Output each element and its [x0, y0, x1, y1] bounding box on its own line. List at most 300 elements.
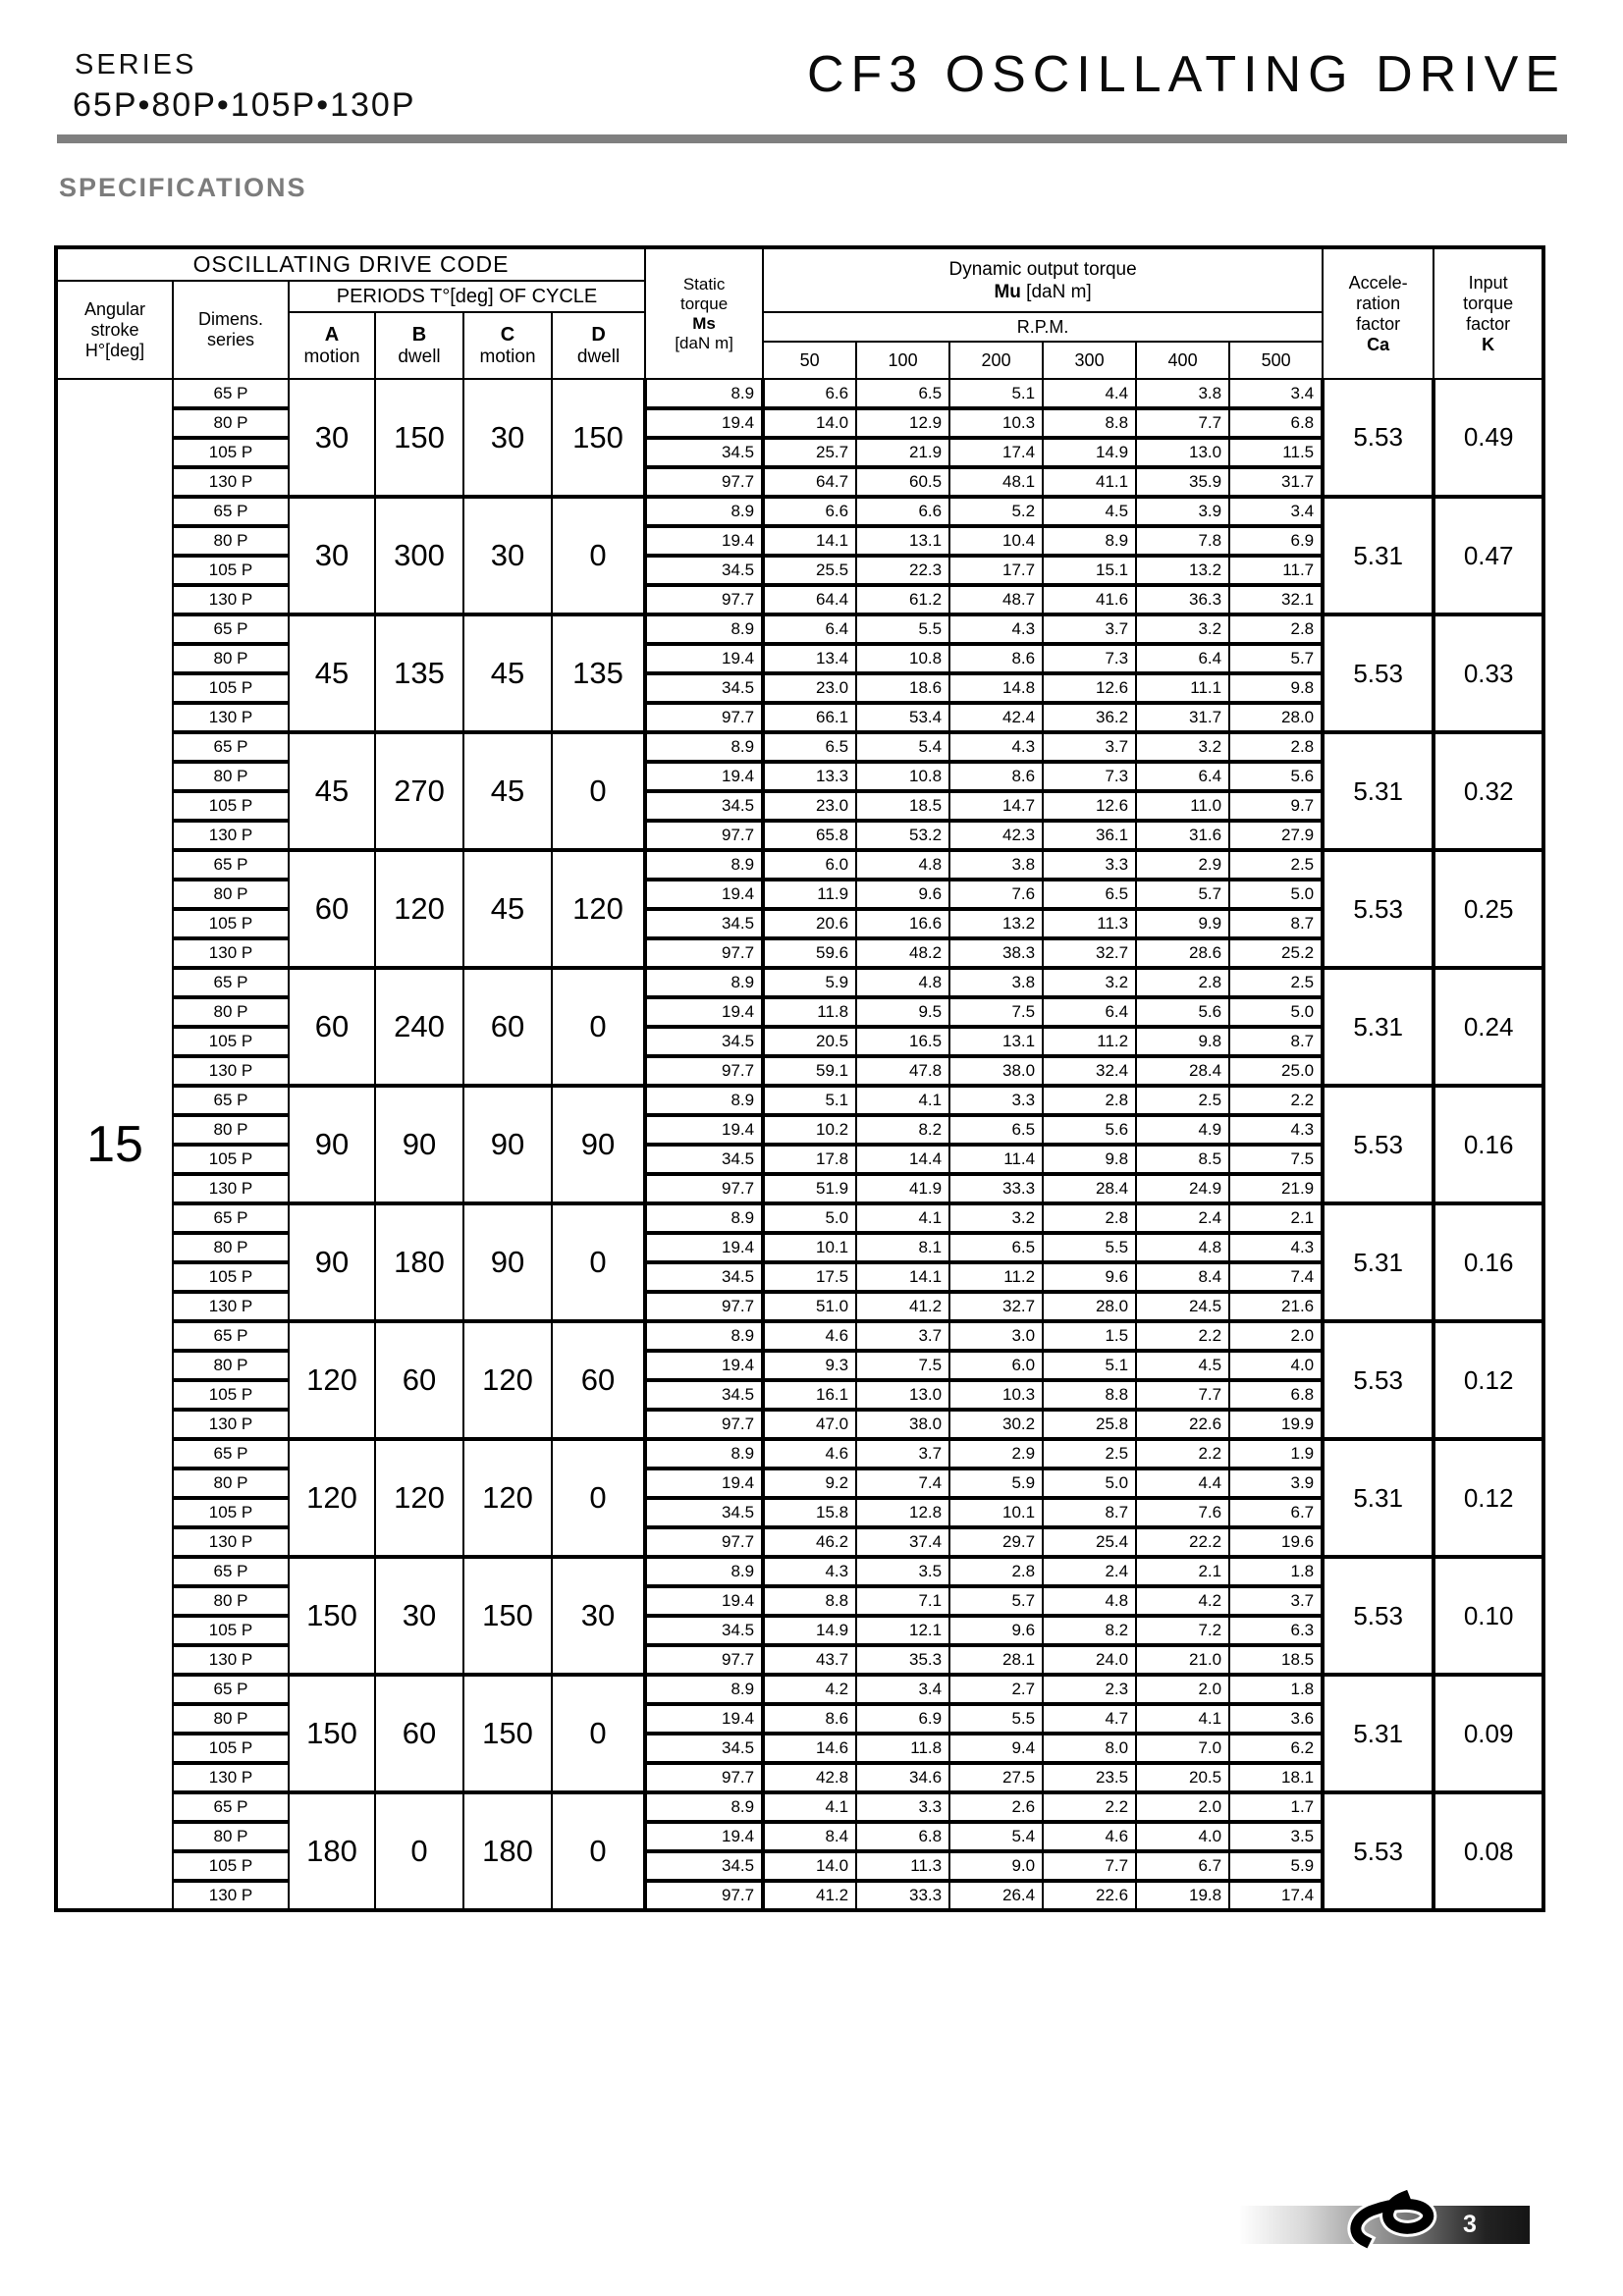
- spec-row: [56, 1851, 1543, 1881]
- dynamic-torque-value-cell: 3.5: [856, 1557, 949, 1586]
- dynamic-torque-value-cell: 11.0: [1136, 791, 1229, 821]
- input-torque-factor-value-cell: 0.24: [1434, 968, 1543, 1086]
- static-torque-value-cell: 19.4: [645, 1468, 763, 1498]
- dynamic-torque-value-cell: 9.8: [1229, 673, 1323, 703]
- static-torque-value-cell: 97.7: [645, 1174, 763, 1203]
- acceleration-factor-value-cell: 5.53: [1323, 850, 1434, 968]
- period-a-value-cell: 45: [289, 732, 375, 850]
- dynamic-torque-value-cell: 7.3: [1043, 644, 1136, 673]
- period-c-value-cell: 120: [463, 1439, 552, 1557]
- dynamic-torque-value-cell: 6.9: [856, 1704, 949, 1734]
- period-c-value-cell: 30: [463, 497, 552, 614]
- acceleration-factor-value-cell: 5.31: [1323, 968, 1434, 1086]
- static-torque-value-cell: 19.4: [645, 1586, 763, 1616]
- dynamic-torque-value-cell: 5.6: [1043, 1115, 1136, 1145]
- period-a-value-cell: 90: [289, 1203, 375, 1321]
- dynamic-torque-value-cell: 38.0: [856, 1410, 949, 1439]
- static-torque-value-cell: 34.5: [645, 438, 763, 467]
- series-label-cell: 80 P: [173, 1704, 289, 1734]
- dynamic-torque-value-cell: 3.2: [1136, 732, 1229, 762]
- static-torque-value-cell: 97.7: [645, 1410, 763, 1439]
- spec-table-header: [56, 247, 1543, 379]
- dynamic-torque-value-cell: 37.4: [856, 1527, 949, 1557]
- static-torque-value-cell: 8.9: [645, 968, 763, 997]
- dynamic-torque-value-cell: 3.9: [1136, 497, 1229, 526]
- spec-row: [56, 1115, 1543, 1145]
- dynamic-torque-value-cell: 5.7: [949, 1586, 1043, 1616]
- dynamic-torque-value-cell: 26.4: [949, 1881, 1043, 1910]
- static-torque-value-cell: 19.4: [645, 408, 763, 438]
- static-torque-value-cell: 8.9: [645, 1792, 763, 1822]
- periods-header: PERIODS T°[deg] OF CYCLE: [289, 281, 645, 312]
- static-torque-value-cell: 19.4: [645, 880, 763, 909]
- dynamic-torque-value-cell: 3.2: [1043, 968, 1136, 997]
- dynamic-torque-value-cell: 25.0: [1229, 1056, 1323, 1086]
- dynamic-torque-value-cell: 5.5: [856, 614, 949, 644]
- dynamic-torque-value-cell: 5.1: [763, 1086, 856, 1115]
- series-label-cell: 80 P: [173, 1351, 289, 1380]
- rpm-200-header: 200: [949, 342, 1043, 379]
- dynamic-torque-value-cell: 27.9: [1229, 821, 1323, 850]
- dynamic-torque-value-cell: 6.7: [1229, 1498, 1323, 1527]
- spec-row: [56, 938, 1543, 968]
- dynamic-torque-value-cell: 41.6: [1043, 585, 1136, 614]
- dynamic-torque-value-cell: 14.7: [949, 791, 1043, 821]
- dynamic-torque-value-cell: 7.7: [1136, 408, 1229, 438]
- dynamic-torque-value-cell: 6.5: [763, 732, 856, 762]
- series-label-cell: 80 P: [173, 1586, 289, 1616]
- dynamic-torque-value-cell: 53.2: [856, 821, 949, 850]
- dynamic-torque-value-cell: 8.7: [1229, 909, 1323, 938]
- static-torque-value-cell: 19.4: [645, 1233, 763, 1262]
- dynamic-torque-value-cell: 17.8: [763, 1145, 856, 1174]
- dynamic-torque-value-cell: 7.6: [949, 880, 1043, 909]
- static-torque-value-cell: 34.5: [645, 1734, 763, 1763]
- series-label-cell: 65 P: [173, 1203, 289, 1233]
- dynamic-torque-value-cell: 6.5: [856, 379, 949, 408]
- dynamic-torque-value-cell: 4.6: [1043, 1822, 1136, 1851]
- dynamic-torque-value-cell: 7.7: [1043, 1851, 1136, 1881]
- dynamic-torque-value-cell: 14.6: [763, 1734, 856, 1763]
- spec-row: [56, 408, 1543, 438]
- period-b-value-cell: 135: [375, 614, 463, 732]
- static-torque-value-cell: 34.5: [645, 1027, 763, 1056]
- dynamic-torque-value-cell: 4.8: [856, 850, 949, 880]
- static-torque-value-cell: 8.9: [645, 1086, 763, 1115]
- dynamic-torque-value-cell: 14.0: [763, 408, 856, 438]
- dynamic-torque-value-cell: 28.0: [1043, 1292, 1136, 1321]
- dynamic-torque-value-cell: 6.8: [1229, 1380, 1323, 1410]
- dynamic-torque-value-cell: 9.8: [1043, 1145, 1136, 1174]
- period-b-header: B dwell: [375, 312, 463, 379]
- period-c-value-cell: 45: [463, 614, 552, 732]
- dynamic-torque-value-cell: 4.8: [1136, 1233, 1229, 1262]
- static-torque-value-cell: 19.4: [645, 1822, 763, 1851]
- dynamic-torque-value-cell: 2.8: [1043, 1086, 1136, 1115]
- period-d-header: D dwell: [552, 312, 645, 379]
- period-a-value-cell: 120: [289, 1321, 375, 1439]
- dynamic-torque-value-cell: 42.3: [949, 821, 1043, 850]
- spec-row: [56, 673, 1543, 703]
- period-c-value-cell: 60: [463, 968, 552, 1086]
- dynamic-torque-value-cell: 7.2: [1136, 1616, 1229, 1645]
- spec-row: [56, 438, 1543, 467]
- dynamic-torque-value-cell: 28.4: [1043, 1174, 1136, 1203]
- dynamic-torque-value-cell: 2.2: [1136, 1321, 1229, 1351]
- dynamic-torque-value-cell: 7.5: [949, 997, 1043, 1027]
- dynamic-torque-value-cell: 27.5: [949, 1763, 1043, 1792]
- static-torque-value-cell: 8.9: [645, 1439, 763, 1468]
- dynamic-torque-value-cell: 9.0: [949, 1851, 1043, 1881]
- period-b-value-cell: 120: [375, 1439, 463, 1557]
- period-b-value-cell: 90: [375, 1086, 463, 1203]
- dynamic-torque-value-cell: 3.5: [1229, 1822, 1323, 1851]
- acceleration-factor-value-cell: 5.53: [1323, 1321, 1434, 1439]
- dynamic-torque-value-cell: 38.3: [949, 938, 1043, 968]
- dynamic-torque-value-cell: 1.9: [1229, 1439, 1323, 1468]
- dynamic-torque-value-cell: 46.2: [763, 1527, 856, 1557]
- dynamic-torque-value-cell: 3.7: [856, 1439, 949, 1468]
- spec-row: [56, 497, 1543, 526]
- dynamic-torque-value-cell: 7.3: [1043, 762, 1136, 791]
- static-torque-value-cell: 34.5: [645, 673, 763, 703]
- dynamic-torque-header: Dynamic output torque Mu [daN m]: [763, 247, 1323, 312]
- dynamic-torque-value-cell: 5.0: [1229, 997, 1323, 1027]
- dynamic-torque-value-cell: 14.8: [949, 673, 1043, 703]
- dynamic-torque-value-cell: 42.4: [949, 703, 1043, 732]
- static-torque-value-cell: 8.9: [645, 614, 763, 644]
- period-c-value-cell: 150: [463, 1675, 552, 1792]
- period-b-value-cell: 270: [375, 732, 463, 850]
- dynamic-torque-value-cell: 6.6: [763, 497, 856, 526]
- dynamic-torque-value-cell: 22.3: [856, 556, 949, 585]
- series-label-cell: 130 P: [173, 703, 289, 732]
- dynamic-torque-value-cell: 4.4: [1043, 379, 1136, 408]
- period-d-value-cell: 0: [552, 1675, 645, 1792]
- dynamic-torque-value-cell: 2.1: [1229, 1203, 1323, 1233]
- dynamic-torque-value-cell: 6.0: [949, 1351, 1043, 1380]
- dynamic-torque-value-cell: 11.8: [763, 997, 856, 1027]
- period-c-value-cell: 120: [463, 1321, 552, 1439]
- spec-row: [56, 1351, 1543, 1380]
- dynamic-torque-value-cell: 7.5: [1229, 1145, 1323, 1174]
- dynamic-torque-value-cell: 6.6: [856, 497, 949, 526]
- dynamic-torque-value-cell: 59.6: [763, 938, 856, 968]
- static-torque-value-cell: 19.4: [645, 762, 763, 791]
- dynamic-torque-value-cell: 35.3: [856, 1645, 949, 1675]
- period-c-value-cell: 30: [463, 379, 552, 497]
- dynamic-torque-value-cell: 4.3: [949, 614, 1043, 644]
- dynamic-torque-value-cell: 2.2: [1043, 1792, 1136, 1822]
- dynamic-torque-value-cell: 2.8: [1229, 732, 1323, 762]
- dynamic-torque-value-cell: 8.1: [856, 1233, 949, 1262]
- dynamic-torque-value-cell: 24.9: [1136, 1174, 1229, 1203]
- dynamic-torque-value-cell: 13.1: [856, 526, 949, 556]
- dynamic-torque-value-cell: 4.0: [1229, 1351, 1323, 1380]
- static-torque-value-cell: 97.7: [645, 1763, 763, 1792]
- period-a-value-cell: 120: [289, 1439, 375, 1557]
- static-torque-value-cell: 97.7: [645, 1292, 763, 1321]
- dynamic-torque-value-cell: 5.4: [949, 1822, 1043, 1851]
- dynamic-torque-value-cell: 9.5: [856, 997, 949, 1027]
- dynamic-torque-value-cell: 22.2: [1136, 1527, 1229, 1557]
- series-label-cell: 105 P: [173, 1262, 289, 1292]
- series-label-cell: 130 P: [173, 1527, 289, 1557]
- dynamic-torque-value-cell: 10.2: [763, 1115, 856, 1145]
- spec-row: [56, 1321, 1543, 1351]
- static-torque-value-cell: 97.7: [645, 821, 763, 850]
- dynamic-torque-value-cell: 18.5: [1229, 1645, 1323, 1675]
- dynamic-torque-value-cell: 16.6: [856, 909, 949, 938]
- page-title: CF3 OSCILLATING DRIVE: [806, 46, 1566, 103]
- dynamic-torque-value-cell: 28.0: [1229, 703, 1323, 732]
- dynamic-torque-value-cell: 3.4: [1229, 497, 1323, 526]
- dynamic-torque-value-cell: 3.9: [1229, 1468, 1323, 1498]
- spec-row: [56, 1468, 1543, 1498]
- dynamic-torque-value-cell: 13.0: [1136, 438, 1229, 467]
- period-a-value-cell: 60: [289, 968, 375, 1086]
- dynamic-torque-value-cell: 2.8: [1229, 614, 1323, 644]
- acceleration-factor-value-cell: 5.53: [1323, 1086, 1434, 1203]
- dynamic-torque-value-cell: 8.4: [763, 1822, 856, 1851]
- dynamic-torque-value-cell: 3.8: [949, 850, 1043, 880]
- dynamic-torque-value-cell: 25.5: [763, 556, 856, 585]
- angular-stroke-header: Angular stroke H°[deg]: [56, 281, 173, 379]
- period-c-header: C motion: [463, 312, 552, 379]
- dynamic-torque-value-cell: 10.8: [856, 762, 949, 791]
- dynamic-torque-value-cell: 48.1: [949, 467, 1043, 497]
- static-torque-value-cell: 34.5: [645, 1851, 763, 1881]
- series-label-cell: 105 P: [173, 556, 289, 585]
- dynamic-torque-value-cell: 8.5: [1136, 1145, 1229, 1174]
- dynamic-torque-value-cell: 23.0: [763, 673, 856, 703]
- dynamic-torque-value-cell: 6.6: [763, 379, 856, 408]
- dynamic-torque-value-cell: 8.6: [949, 644, 1043, 673]
- dynamic-torque-value-cell: 2.0: [1229, 1321, 1323, 1351]
- dynamic-torque-value-cell: 13.2: [949, 909, 1043, 938]
- acceleration-factor-header: Accele- ration factor Ca: [1323, 247, 1434, 379]
- dynamic-torque-value-cell: 2.5: [1136, 1086, 1229, 1115]
- dynamic-torque-value-cell: 61.2: [856, 585, 949, 614]
- static-torque-value-cell: 8.9: [645, 1557, 763, 1586]
- dynamic-torque-value-cell: 14.0: [763, 1851, 856, 1881]
- input-torque-factor-value-cell: 0.16: [1434, 1203, 1543, 1321]
- dynamic-torque-value-cell: 10.3: [949, 408, 1043, 438]
- dynamic-torque-value-cell: 4.5: [1043, 497, 1136, 526]
- dynamic-torque-value-cell: 23.0: [763, 791, 856, 821]
- dynamic-torque-value-cell: 9.6: [856, 880, 949, 909]
- input-torque-factor-value-cell: 0.25: [1434, 850, 1543, 968]
- dynamic-torque-value-cell: 11.5: [1229, 438, 1323, 467]
- series-label-cell: 80 P: [173, 880, 289, 909]
- dynamic-torque-value-cell: 33.3: [949, 1174, 1043, 1203]
- series-label-cell: 105 P: [173, 1498, 289, 1527]
- dynamic-torque-value-cell: 4.8: [1043, 1586, 1136, 1616]
- series-label-cell: 130 P: [173, 585, 289, 614]
- dynamic-torque-value-cell: 1.7: [1229, 1792, 1323, 1822]
- static-torque-value-cell: 19.4: [645, 526, 763, 556]
- series-label-cell: 80 P: [173, 1468, 289, 1498]
- dynamic-torque-value-cell: 3.2: [1136, 614, 1229, 644]
- dynamic-torque-value-cell: 15.8: [763, 1498, 856, 1527]
- dynamic-torque-value-cell: 2.4: [1043, 1557, 1136, 1586]
- dynamic-torque-value-cell: 5.9: [763, 968, 856, 997]
- dynamic-torque-value-cell: 4.1: [856, 1086, 949, 1115]
- period-c-value-cell: 90: [463, 1203, 552, 1321]
- dynamic-torque-value-cell: 6.9: [1229, 526, 1323, 556]
- spec-row: [56, 1174, 1543, 1203]
- period-a-value-cell: 30: [289, 497, 375, 614]
- series-label: SERIES: [75, 49, 197, 80]
- dynamic-torque-value-cell: 5.7: [1229, 644, 1323, 673]
- static-torque-value-cell: 34.5: [645, 909, 763, 938]
- series-label-cell: 105 P: [173, 1380, 289, 1410]
- static-torque-value-cell: 19.4: [645, 1115, 763, 1145]
- spec-row: [56, 968, 1543, 997]
- dynamic-torque-value-cell: 11.3: [856, 1851, 949, 1881]
- dynamic-torque-value-cell: 2.0: [1136, 1675, 1229, 1704]
- spec-row: [56, 1881, 1543, 1910]
- dynamic-torque-value-cell: 25.2: [1229, 938, 1323, 968]
- spec-row: [56, 997, 1543, 1027]
- series-label-cell: 130 P: [173, 938, 289, 968]
- dynamic-torque-value-cell: 5.6: [1229, 762, 1323, 791]
- dynamic-torque-value-cell: 11.1: [1136, 673, 1229, 703]
- dynamic-torque-value-cell: 3.2: [949, 1203, 1043, 1233]
- dynamic-torque-value-cell: 9.7: [1229, 791, 1323, 821]
- dynamic-torque-value-cell: 11.2: [1043, 1027, 1136, 1056]
- logo-icon: [1341, 2188, 1443, 2253]
- dynamic-torque-value-cell: 6.7: [1136, 1851, 1229, 1881]
- period-c-value-cell: 45: [463, 850, 552, 968]
- dynamic-torque-value-cell: 7.5: [856, 1351, 949, 1380]
- input-torque-factor-value-cell: 0.33: [1434, 614, 1543, 732]
- period-b-value-cell: 60: [375, 1675, 463, 1792]
- spec-row: [56, 1410, 1543, 1439]
- spec-row: [56, 909, 1543, 938]
- series-label-cell: 65 P: [173, 379, 289, 408]
- period-b-value-cell: 300: [375, 497, 463, 614]
- dynamic-torque-value-cell: 5.1: [1043, 1351, 1136, 1380]
- dynamic-torque-value-cell: 8.2: [856, 1115, 949, 1145]
- input-torque-factor-value-cell: 0.12: [1434, 1321, 1543, 1439]
- input-torque-factor-value-cell: 0.49: [1434, 379, 1543, 497]
- static-torque-value-cell: 8.9: [645, 497, 763, 526]
- dynamic-torque-value-cell: 3.0: [949, 1321, 1043, 1351]
- dynamic-torque-value-cell: 8.8: [763, 1586, 856, 1616]
- dynamic-torque-value-cell: 4.3: [949, 732, 1043, 762]
- period-b-value-cell: 0: [375, 1792, 463, 1910]
- spec-row: [56, 762, 1543, 791]
- dynamic-torque-value-cell: 3.6: [1229, 1704, 1323, 1734]
- dynamic-torque-value-cell: 25.7: [763, 438, 856, 467]
- static-torque-value-cell: 8.9: [645, 732, 763, 762]
- dynamic-torque-value-cell: 9.2: [763, 1468, 856, 1498]
- series-label-cell: 80 P: [173, 644, 289, 673]
- period-d-value-cell: 120: [552, 850, 645, 968]
- dynamic-torque-value-cell: 4.3: [763, 1557, 856, 1586]
- spec-row: [56, 467, 1543, 497]
- dynamic-torque-value-cell: 48.2: [856, 938, 949, 968]
- spec-row: [56, 850, 1543, 880]
- rpm-300-header: 300: [1043, 342, 1136, 379]
- series-label-cell: 65 P: [173, 1675, 289, 1704]
- dynamic-torque-value-cell: 1.5: [1043, 1321, 1136, 1351]
- dynamic-torque-value-cell: 30.2: [949, 1410, 1043, 1439]
- dynamic-torque-value-cell: 6.8: [856, 1822, 949, 1851]
- dynamic-torque-value-cell: 5.0: [763, 1203, 856, 1233]
- dynamic-torque-value-cell: 8.6: [949, 762, 1043, 791]
- static-torque-value-cell: 97.7: [645, 1645, 763, 1675]
- angular-stroke-value-cell: 15: [56, 379, 173, 1910]
- dynamic-torque-value-cell: 19.6: [1229, 1527, 1323, 1557]
- dynamic-torque-value-cell: 11.8: [856, 1734, 949, 1763]
- static-torque-value-cell: 19.4: [645, 1704, 763, 1734]
- spec-row: [56, 614, 1543, 644]
- dynamic-torque-value-cell: 4.4: [1136, 1468, 1229, 1498]
- spec-row: [56, 1086, 1543, 1115]
- rpm-header: R.P.M.: [763, 312, 1323, 342]
- acceleration-factor-value-cell: 5.53: [1323, 379, 1434, 497]
- dynamic-torque-value-cell: 10.8: [856, 644, 949, 673]
- dynamic-torque-value-cell: 3.7: [856, 1321, 949, 1351]
- period-b-value-cell: 150: [375, 379, 463, 497]
- dynamic-torque-value-cell: 8.4: [1136, 1262, 1229, 1292]
- dynamic-torque-value-cell: 33.3: [856, 1881, 949, 1910]
- static-torque-value-cell: 34.5: [645, 1498, 763, 1527]
- dynamic-torque-value-cell: 25.8: [1043, 1410, 1136, 1439]
- dynamic-torque-value-cell: 8.7: [1229, 1027, 1323, 1056]
- input-torque-factor-value-cell: 0.12: [1434, 1439, 1543, 1557]
- dynamic-torque-value-cell: 22.6: [1136, 1410, 1229, 1439]
- dynamic-torque-value-cell: 6.4: [1136, 762, 1229, 791]
- static-torque-value-cell: 97.7: [645, 938, 763, 968]
- dynamic-torque-value-cell: 4.5: [1136, 1351, 1229, 1380]
- period-d-value-cell: 30: [552, 1557, 645, 1675]
- series-label-cell: 130 P: [173, 1645, 289, 1675]
- dynamic-torque-value-cell: 10.1: [763, 1233, 856, 1262]
- rpm-400-header: 400: [1136, 342, 1229, 379]
- spec-row: [56, 1586, 1543, 1616]
- dynamic-torque-value-cell: 13.2: [1136, 556, 1229, 585]
- dynamic-torque-value-cell: 20.5: [763, 1027, 856, 1056]
- dynamic-torque-value-cell: 3.3: [1043, 850, 1136, 880]
- dynamic-torque-value-cell: 3.8: [949, 968, 1043, 997]
- dynamic-torque-value-cell: 2.8: [949, 1557, 1043, 1586]
- acceleration-factor-value-cell: 5.31: [1323, 732, 1434, 850]
- static-torque-value-cell: 8.9: [645, 850, 763, 880]
- dynamic-torque-value-cell: 6.5: [949, 1115, 1043, 1145]
- series-label-cell: 65 P: [173, 1086, 289, 1115]
- dynamic-torque-value-cell: 5.4: [856, 732, 949, 762]
- spec-row: [56, 526, 1543, 556]
- series-label-cell: 130 P: [173, 1292, 289, 1321]
- dynamic-torque-value-cell: 6.4: [1043, 997, 1136, 1027]
- dynamic-torque-value-cell: 14.4: [856, 1145, 949, 1174]
- dynamic-torque-value-cell: 47.8: [856, 1056, 949, 1086]
- dynamic-torque-value-cell: 31.7: [1136, 703, 1229, 732]
- period-c-value-cell: 45: [463, 732, 552, 850]
- dynamic-torque-value-cell: 32.4: [1043, 1056, 1136, 1086]
- spec-row: [56, 1527, 1543, 1557]
- dynamic-torque-value-cell: 4.7: [1043, 1704, 1136, 1734]
- dynamic-torque-value-cell: 11.4: [949, 1145, 1043, 1174]
- dynamic-torque-value-cell: 6.5: [949, 1233, 1043, 1262]
- period-c-value-cell: 90: [463, 1086, 552, 1203]
- dynamic-torque-value-cell: 41.2: [856, 1292, 949, 1321]
- dynamic-torque-value-cell: 2.8: [1136, 968, 1229, 997]
- dynamic-torque-value-cell: 2.3: [1043, 1675, 1136, 1704]
